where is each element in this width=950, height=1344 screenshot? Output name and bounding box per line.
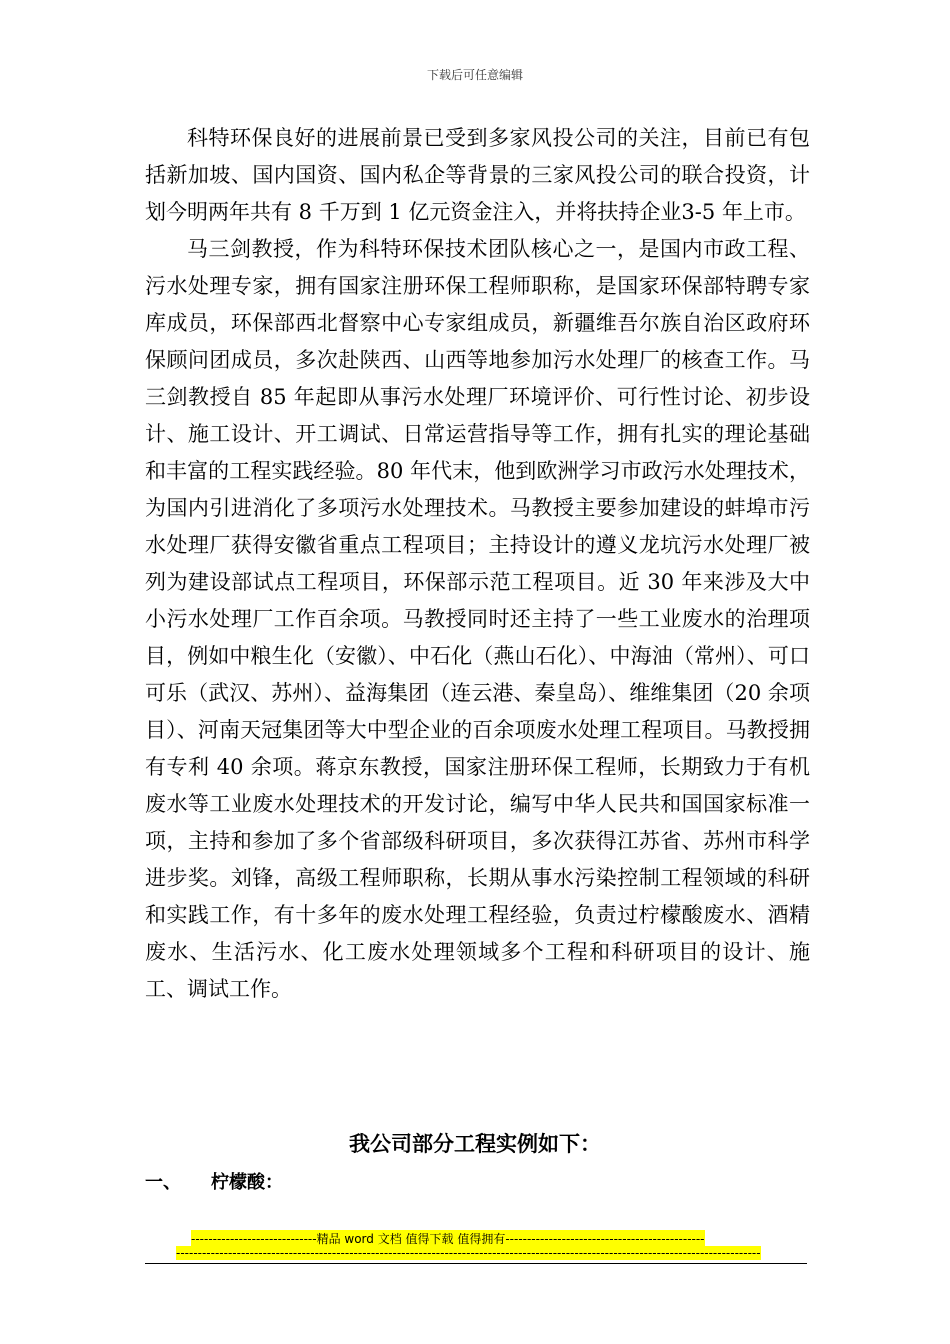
footer-divider: [145, 1263, 807, 1264]
section-title: 我公司部分工程实例如下：: [349, 1131, 601, 1156]
footer-banner-line-2: ---------------------------------------------------------------------------------------------------------------------------------------: [176, 1246, 761, 1260]
list-item: [145, 1168, 283, 1194]
list-item-label: 柠檬酸：: [211, 1172, 283, 1193]
body-text: [145, 120, 810, 1008]
list-item-number: 一、: [145, 1172, 181, 1193]
paragraph-team: 马三剑教授，作为科特环保技术团队核心之一，是国内市政工程、污水处理专家，拥有国家注册环保工程师职称，是国家环保部特聘专家库成员，环保部西北督察中心专家组成员，新疆维吾尔族自治区政府环保顾问团成员，多次赴陕西、山西等地参加污水处理厂的核查工作。马三剑教授自 85 年起即从事污水处理厂环境评价、可行性讨论、初步设计、施工设计、开工调试、日常运营指导等工作，拥有扎实的理论基础和丰富的工程实践经验。80 年代末，他到欧洲学习市政污水处理技术，为国内引进消化了多项污水处理技术。马教授主要参加建设的蚌埠市污水处理厂获得安徽省重点工程项目；主持设计的遵义龙坑污水处理厂被列为建设部试点工程项目，环保部示范工程项目。近 30 年来涉及大中小污水处理厂工作百余项。马教授同时还主持了一些工业废水的治理项目，例如中粮生化（安徽）、中石化（燕山石化）、中海油（常州）、可口可乐（武汉、苏州）、益海集团（连云港、秦皇岛）、维维集团（20 余项目）、河南天冠集团等大中型企业的百余项废水处理工程项目。马教授拥有专利 40 余项。蒋京东教授，国家注册环保工程师，长期致力于有机废水等工业废水处理技术的开发讨论，编写中华人民共和国国家标准一项，主持和参加了多个省部级科研项目，多次获得江苏省、苏州市科学进步奖。刘锋，高级工程师职称，长期从事水污染控制工程领域的科研和实践工作，有十多年的废水处理工程经验，负责过柠檬酸废水、酒精废水、生活污水、化工废水处理领域多个工程和科研项目的设计、施工、调试工作。: [145, 237, 810, 1001]
paragraph-investment: 科特环保良好的进展前景已受到多家风投公司的关注，目前已有包括新加坡、国内国资、国内私企等背景的三家风投公司的联合投资，计划今明两年共有 8 千万到 1 亿元资金注入，并将扶持企业3-5 年上市。: [145, 126, 810, 224]
page-header: 下载后可任意编辑: [426, 68, 523, 82]
footer-banner-line-1: -----------------------------精品 word 文档 值得下载 值得拥有----------------------------------------------: [191, 1232, 705, 1246]
